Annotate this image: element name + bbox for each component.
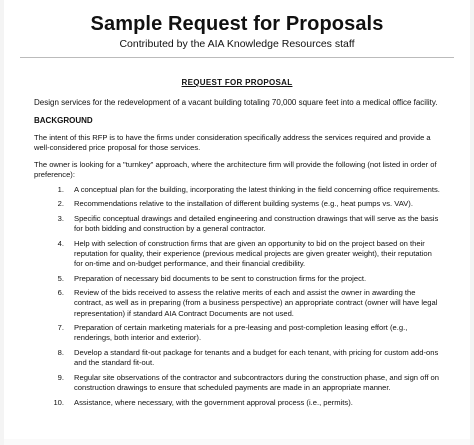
document-subtitle: Contributed by the AIA Knowledge Resources staff [119, 38, 355, 50]
background-heading: BACKGROUND [34, 116, 93, 125]
list-item [34, 348, 440, 368]
list-item-number: 4. [57, 238, 64, 248]
rfp-heading: REQUEST FOR PROPOSAL [181, 78, 293, 87]
intro-paragraph: Design services for the redevelopment of a vacant building totaling 70,000 square feet into a medical office facility. [34, 98, 438, 107]
services-list [34, 185, 440, 408]
list-item-text: Review of the bids received to assess the relative merits of each and assist the owner in awarding the contract, as well as in preparing (from a business perspective) an appropriate contract (owner will have legal representation) if standard AIA Contract Documents are not used. [74, 288, 438, 318]
list-item [34, 239, 440, 270]
list-item-number: 9. [57, 372, 64, 382]
list-item-text: Preparation of certain marketing materials for a pre-leasing and post-completion leasing effort (e.g., renderings, both interior and exterior). [74, 323, 408, 343]
document-page [4, 0, 470, 445]
list-item-text: Assistance, where necessary, with the government approval process (i.e., permits). [74, 397, 353, 407]
list-item-number: 6. [57, 288, 64, 298]
background-paragraph-1: The intent of this RFP is to have the firms under consideration specifically address the services required and provide a well-considered price proposal for those services. [34, 133, 431, 153]
list-item-number: 10. [53, 397, 64, 407]
list-item [34, 274, 440, 284]
page-bottom-edge [4, 439, 470, 445]
list-item-number: 5. [57, 273, 64, 283]
list-item-text: Specific conceptual drawings and detailed engineering and construction drawings that will serve as the basis for both bidding and construction by a general contractor. [74, 213, 439, 234]
document-title: Sample Request for Proposals [90, 13, 384, 35]
list-item [34, 288, 440, 319]
list-item-number: 3. [57, 213, 64, 223]
list-item [34, 323, 440, 343]
list-item-number: 8. [57, 348, 64, 357]
list-item-text: Develop a standard fit-out package for tenants and a budget for each tenant, with pricing for custom add-ons and the standard fit-out. [74, 348, 439, 368]
title-divider [20, 57, 454, 58]
list-item-text: Recommendations relative to the installation of different building systems (e.g., heat pumps vs. VAV). [74, 199, 413, 209]
list-item [34, 185, 440, 195]
list-item-number: 2. [57, 199, 64, 209]
list-item-text: Regular site observations of the contractor and subcontractors during the construction phase, and sign off on construction drawings to ensure that scheduled payments are made in an appropriate manner. [74, 372, 440, 392]
list-item-number: 1. [57, 184, 64, 194]
list-item [34, 214, 440, 234]
list-item [34, 398, 440, 408]
list-item-text: Preparation of necessary bid documents to be sent to construction firms for the project. [74, 273, 367, 283]
list-item-number: 7. [57, 323, 64, 333]
list-item [34, 199, 440, 209]
list-item-text: Help with selection of construction firms that are given an opportunity to bid on the project based on their reputation for quality, their experience (previous medical projects are given greater weight), their reputation for on-time and on-budget performance, and their financial credibility. [74, 238, 432, 269]
list-item [34, 373, 440, 393]
background-paragraph-2: The owner is looking for a "turnkey" approach, where the architecture firm will provide the following (not listed in order of preference): [34, 159, 437, 180]
list-item-text: A conceptual plan for the building, incorporating the latest thinking in the field concerning office requirements. [74, 184, 440, 194]
